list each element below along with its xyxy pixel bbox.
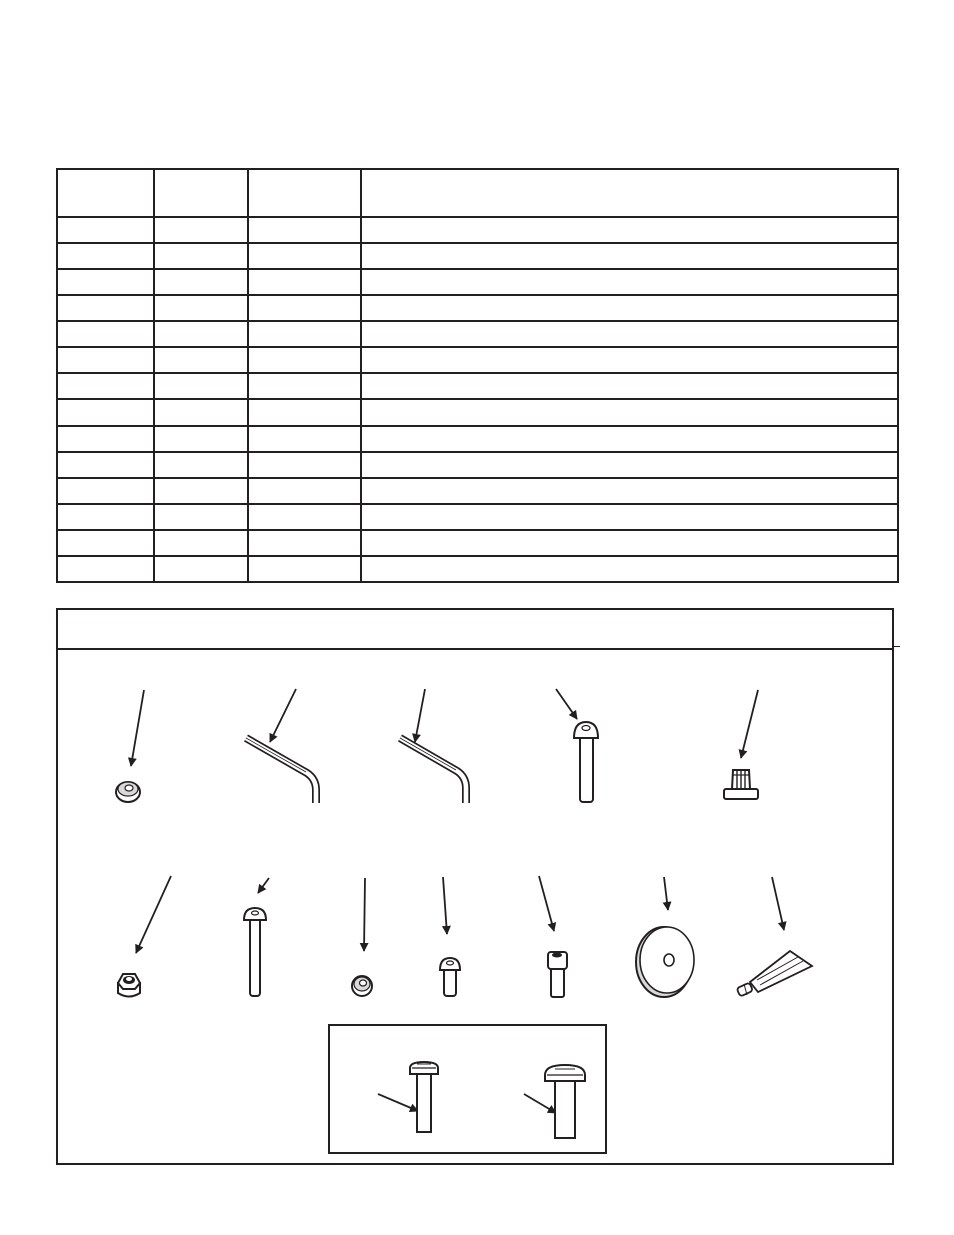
pointer-arrow xyxy=(136,876,171,953)
pointer-arrow xyxy=(741,690,758,758)
pointer-arrow xyxy=(270,689,296,742)
large-flat-washer-icon xyxy=(636,927,694,997)
button-head-bolt-icon xyxy=(574,722,598,802)
pointer-arrow xyxy=(556,689,577,719)
pointer-arrow xyxy=(443,877,447,934)
short-button-bolt-icon xyxy=(440,958,460,996)
hex-key-small-icon xyxy=(400,738,466,803)
long-button-bolt-icon xyxy=(244,908,266,996)
pointer-arrow xyxy=(524,1094,556,1113)
pointer-arrow xyxy=(378,1094,418,1111)
pointer-arrow xyxy=(664,877,668,910)
pointer-arrow xyxy=(772,877,784,930)
leg-insert-cap-icon xyxy=(724,770,758,799)
lock-nut-icon xyxy=(118,974,140,997)
pointer-arrow xyxy=(258,878,269,893)
pointer-arrow xyxy=(364,878,365,951)
washer-small-icon xyxy=(116,782,140,802)
pan-head-screw-icon xyxy=(410,1062,438,1132)
pointer-arrow xyxy=(415,689,425,742)
glue-tube-icon xyxy=(737,951,812,997)
washer-tiny-icon xyxy=(352,976,372,996)
socket-cap-bolt-icon xyxy=(548,952,567,997)
pointer-arrow xyxy=(539,876,554,931)
hex-key-large-icon xyxy=(246,738,316,803)
pointer-arrow xyxy=(131,690,144,766)
truss-head-screw-icon xyxy=(545,1065,585,1138)
